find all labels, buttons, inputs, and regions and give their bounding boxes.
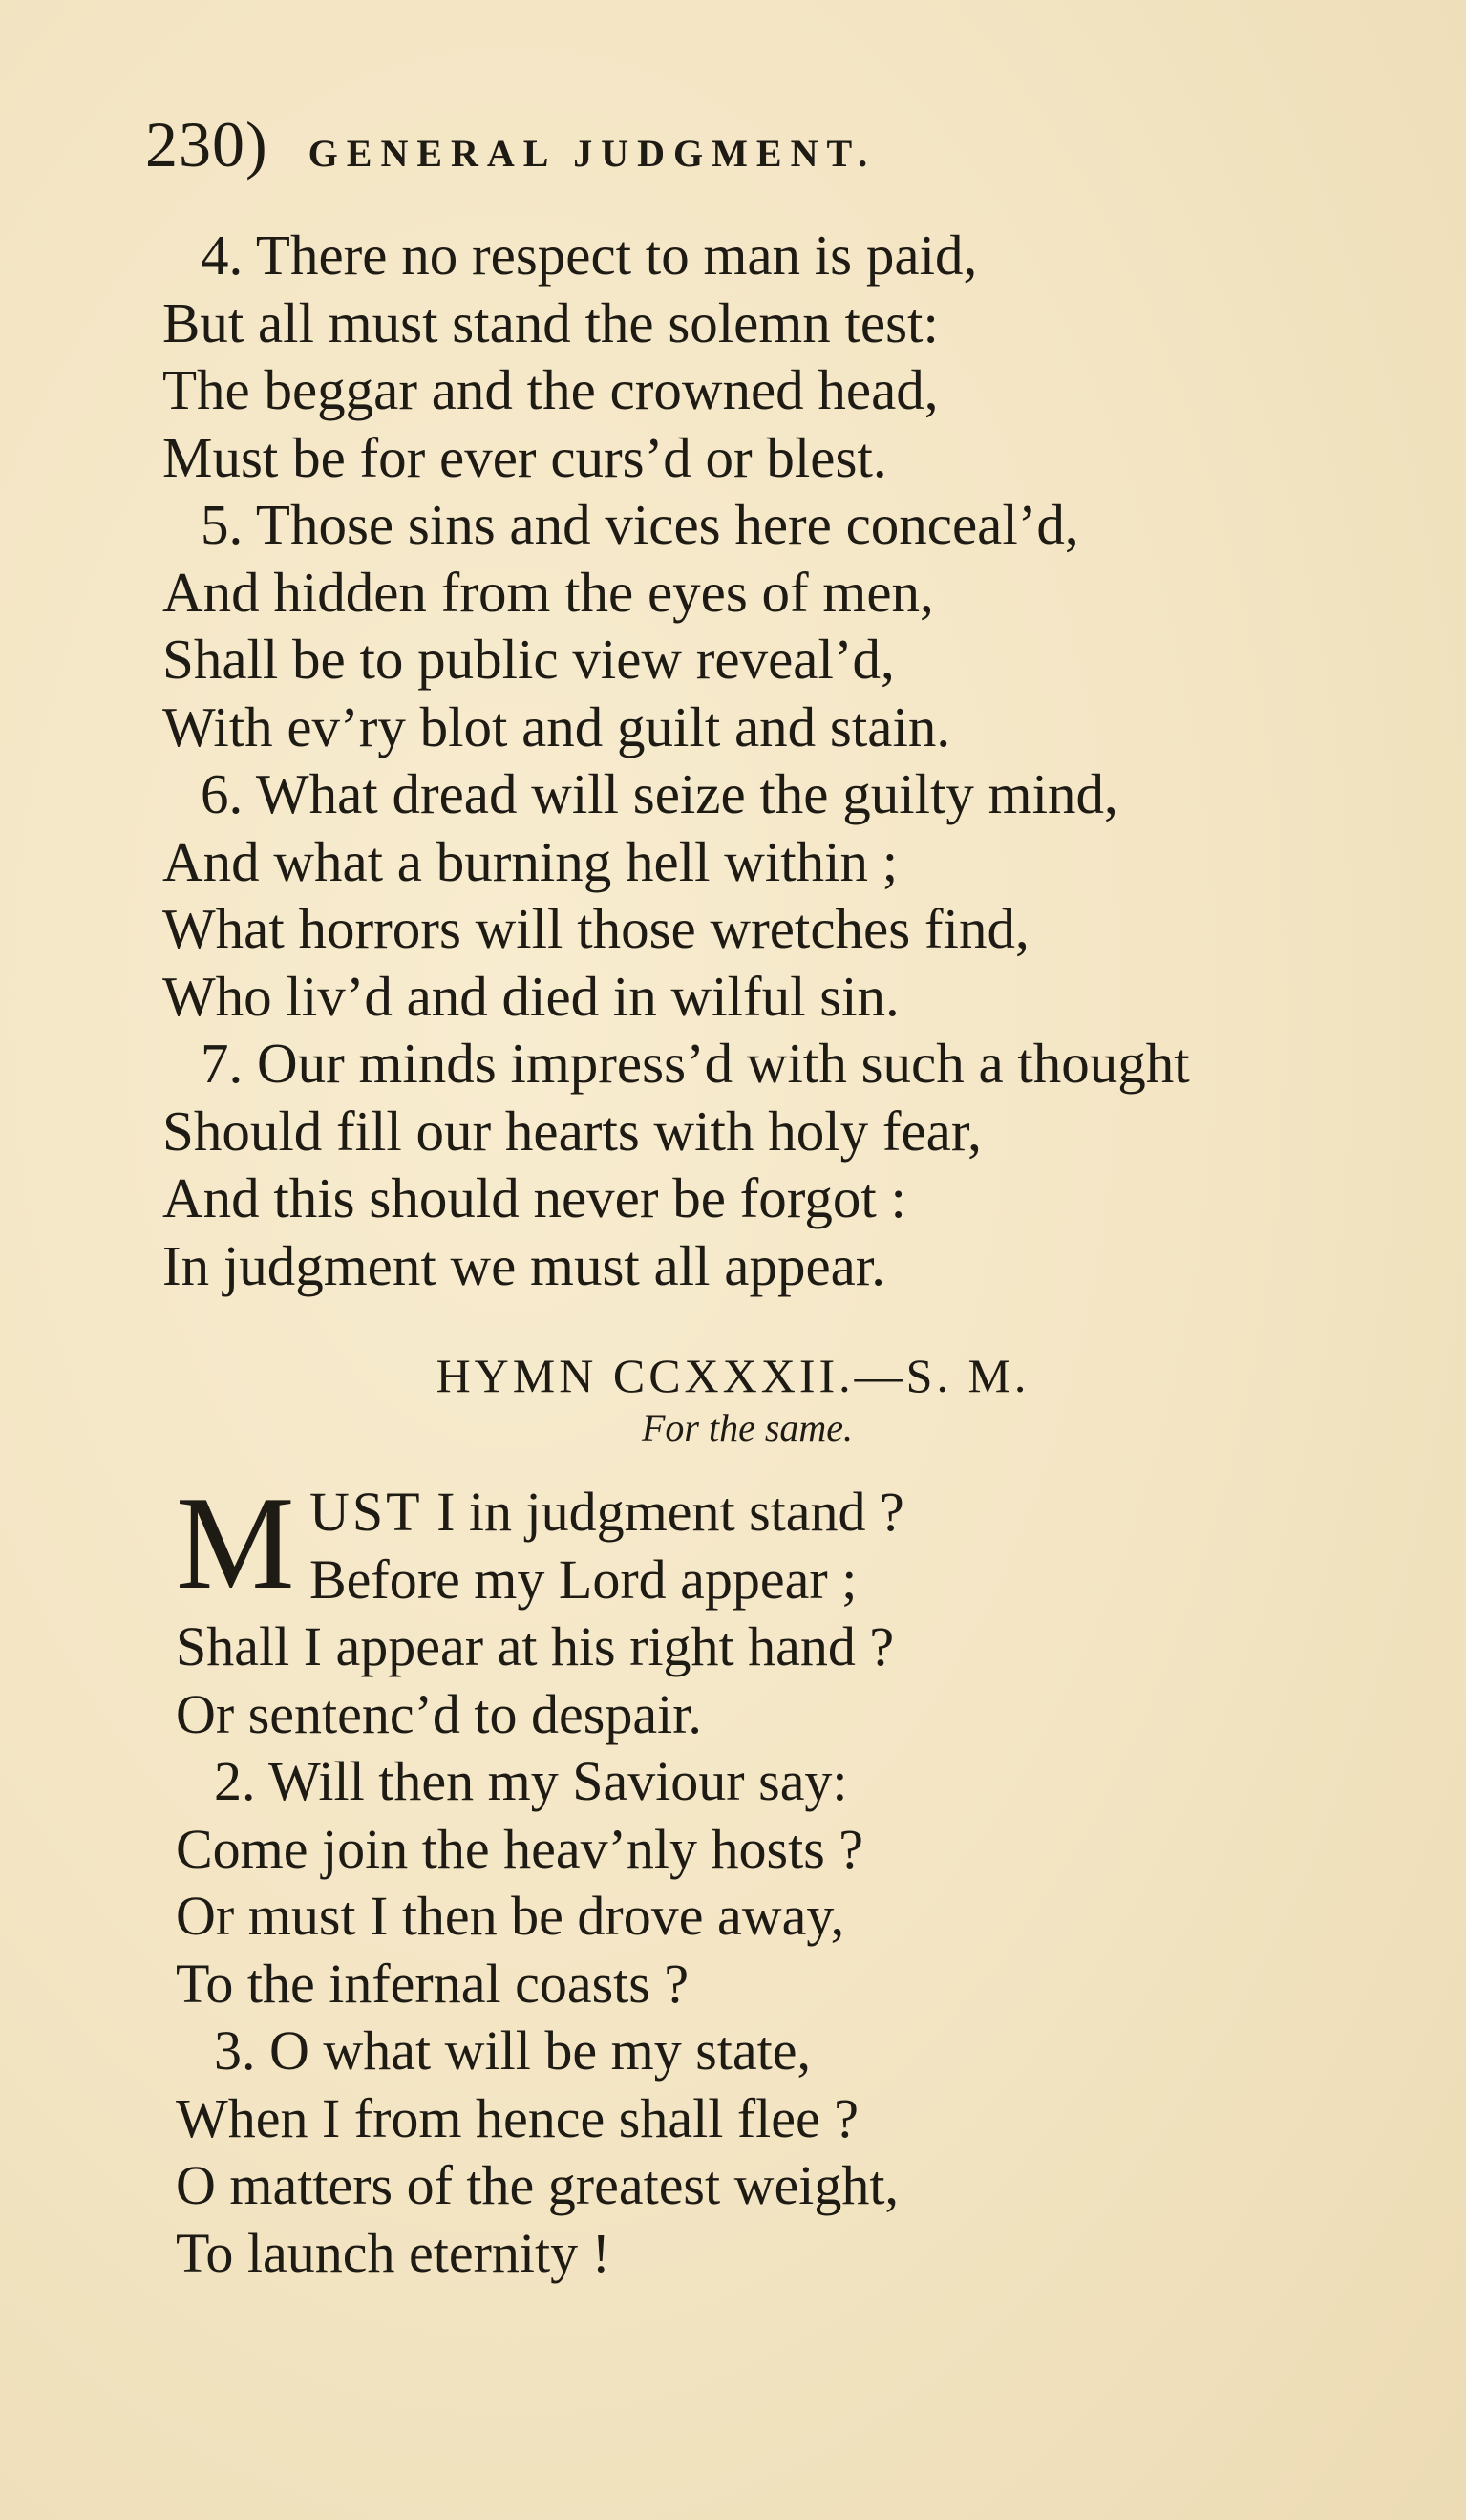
verse-line: Before my Lord appear ; xyxy=(309,1548,858,1611)
stanza-4 xyxy=(162,222,1423,491)
verse-line: O matters of the greatest weight, xyxy=(176,2154,899,2216)
hymn-body xyxy=(176,1469,1417,2287)
verse-line: Must be for ever curs’d or blest. xyxy=(162,425,887,489)
drop-cap: M xyxy=(176,1469,293,1617)
verse-line: With ev’ry blot and guilt and stain. xyxy=(162,694,951,758)
hymn-continuation xyxy=(162,222,1423,1299)
verse-line: 3. O what will be my state, xyxy=(214,2019,812,2082)
verse-line: Should fill our hearts with holy fear, xyxy=(162,1099,982,1163)
verse-line: Shall I appear at his right hand ? xyxy=(176,1615,895,1677)
opening-lines xyxy=(176,1469,1417,1617)
verse-line: Come join the heav’nly hosts ? xyxy=(176,1817,864,1880)
verse-line: And what a burning hell within ; xyxy=(162,829,899,893)
verse-line: In judgment we must all appear. xyxy=(162,1233,885,1297)
hymn-title: HYMN CCXXXII.—S. M. xyxy=(436,1349,1030,1402)
verse-line: And hidden from the eyes of men, xyxy=(162,560,934,624)
first-line-rest: I in judgment stand ? xyxy=(422,1481,904,1543)
verse-line: To launch eternity ! xyxy=(176,2221,610,2284)
page-number: 230) xyxy=(145,108,268,181)
stanza-6 xyxy=(162,760,1423,1030)
verse-line: 7. Our minds impress’d with such a thought xyxy=(201,1032,1190,1095)
verse-line xyxy=(309,1479,1417,1547)
verse-line: To the infernal coasts ? xyxy=(176,1952,690,2015)
hymn-heading xyxy=(0,1347,1466,1452)
verse-line: 5. Those sins and vices here conceal’d, xyxy=(201,493,1079,556)
stanza-5 xyxy=(162,491,1423,760)
verse-line: When I from hence shall flee ? xyxy=(176,2086,859,2149)
verse-line: Or sentenc’d to despair. xyxy=(176,1682,702,1745)
hymn-subtitle: For the same. xyxy=(641,1406,854,1449)
verse-line: But all must stand the solemn test: xyxy=(162,290,939,354)
verse-line: Who liv’d and died in wilful sin. xyxy=(162,964,900,1028)
hymn-stanza-2 xyxy=(176,1748,1417,2018)
hymn-stanza-3 xyxy=(176,2018,1417,2287)
verse-line: The beggar and the crowned head, xyxy=(162,358,939,421)
page-header xyxy=(145,107,876,183)
verse-line: Shall be to public view reveal’d, xyxy=(162,628,895,691)
stanza-7 xyxy=(162,1030,1423,1299)
running-title: GENERAL JUDGMENT. xyxy=(308,132,877,175)
first-word-caps: UST xyxy=(309,1481,423,1543)
verse-line: What horrors will those wretches find, xyxy=(162,897,1030,960)
verse-line: And this should never be forgot : xyxy=(162,1166,906,1229)
verse-line: 6. What dread will seize the guilty mind, xyxy=(201,762,1118,825)
verse-line: Or must I then be drove away, xyxy=(176,1885,845,1947)
verse-line: 2. Will then my Saviour say: xyxy=(214,1750,848,1812)
verse-line: 4. There no respect to man is paid, xyxy=(201,224,978,287)
